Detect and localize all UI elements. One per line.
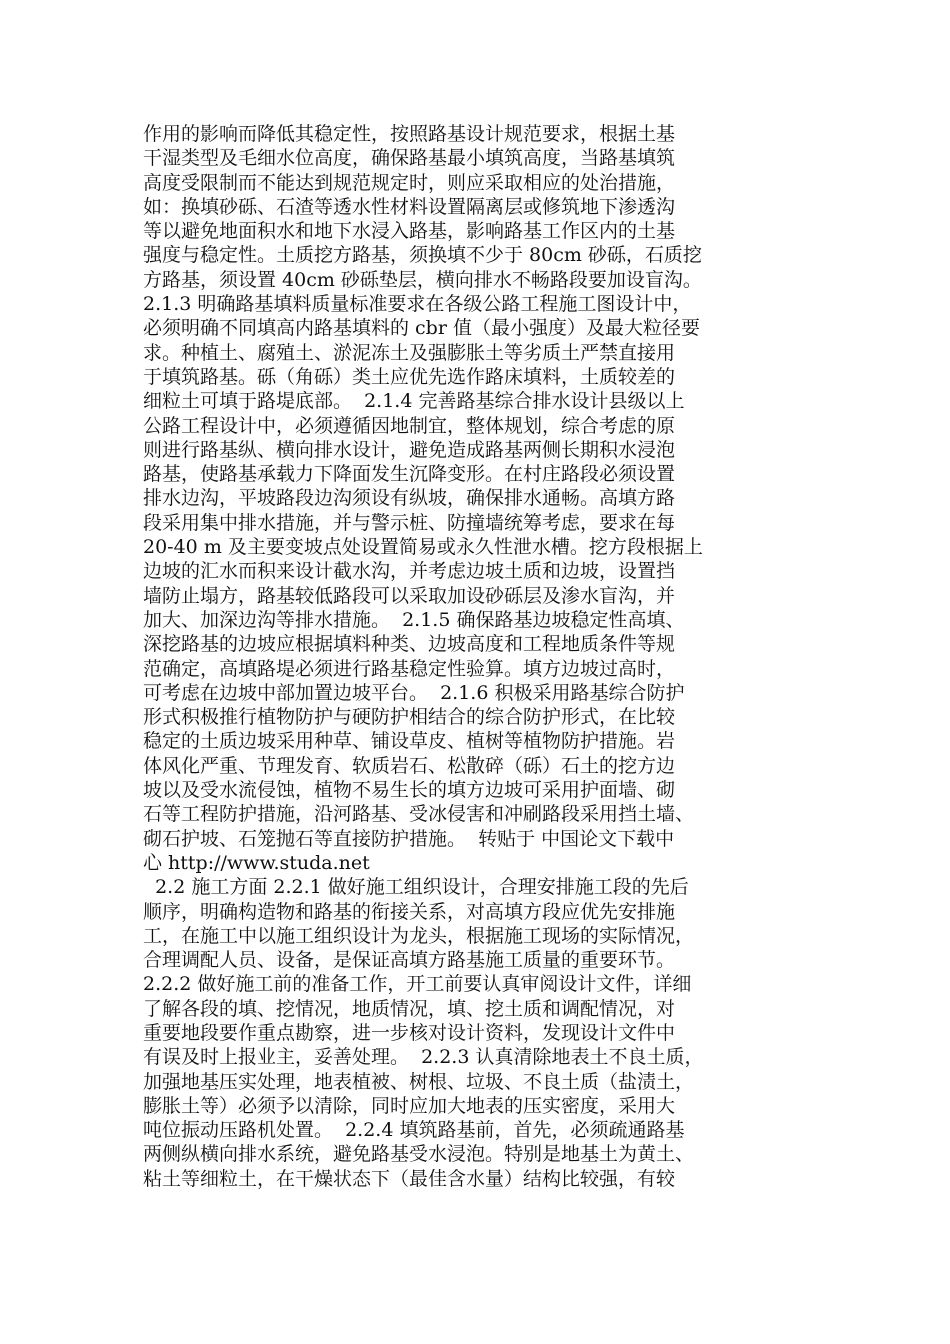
text-line: 干湿类型及毛细水位高度，确保路基最小填筑高度，当路基填筑	[143, 147, 676, 170]
text-line: 吨位振动压路机处置。 2.2.4 填筑路基前，首先，必须疏通路基	[143, 1119, 685, 1142]
text-line: 重要地段要作重点勘察，进一步核对设计资料，发现设计文件中	[143, 1021, 676, 1044]
text-line: 合理调配人员、设备，是保证高填方路基施工质量的重要环节。	[143, 949, 676, 972]
text-line: 细粒土可填于路堤底部。 2.1.4 完善路基综合排水设计县级以上	[143, 390, 685, 413]
text-line: 高度受限制而不能达到规范规定时，则应采取相应的处治措施，	[143, 171, 676, 194]
text-line: 方路基，须设置 40cm 砂砾垫层，横向排水不畅路段要加设盲沟。	[143, 268, 702, 291]
text-line: 工，在施工中以施工组织设计为龙头，根据施工现场的实际情况，	[143, 924, 695, 947]
text-line: 坡以及受水流侵蚀，植物不易生长的填方边坡可采用护面墙、砌	[143, 779, 676, 802]
text-line: 顺序，明确构造物和路基的衔接关系，对高填方段应优先安排施	[143, 900, 676, 923]
text-line: 形式积极推行植物防护与硬防护相结合的综合防护形式，在比较	[143, 706, 676, 729]
text-line: 两侧纵横向排水系统，避免路基受水浸泡。特别是地基土为黄土、	[143, 1143, 695, 1166]
text-line: 必须明确不同填高内路基填料的 cbr 值（最小强度）及最大粒径要	[143, 317, 700, 340]
text-line: 公路工程设计中，必须遵循因地制宜，整体规划，综合考虑的原	[143, 414, 676, 437]
text-line: 等以避免地面积水和地下水浸入路基，影响路基工作区内的土基	[143, 220, 676, 243]
text-line: 膨胀土等）必须予以清除，同时应加大地表的压实密度，采用大	[143, 1094, 676, 1117]
body-text	[143, 122, 823, 1191]
text-line: 深挖路基的边坡应根据填料种类、边坡高度和工程地质条件等规	[143, 633, 676, 656]
text-line: 有误及时上报业主，妥善处理。 2.2.3 认真清除地表土不良土质，	[143, 1046, 704, 1069]
text-line: 石等工程防护措施，沿河路基、受冰侵害和冲刷路段采用挡土墙、	[143, 803, 695, 826]
text-line: 2.1.3 明确路基填料质量标准要求在各级公路工程施工图设计中，	[143, 293, 692, 316]
text-line: 稳定的土质边坡采用种草、铺设草皮、植树等植物防护措施。岩	[143, 730, 676, 753]
text-line: 砌石护坡、石笼抛石等直接防护措施。 转贴于 中国论文下载中	[143, 827, 675, 850]
text-line: 墙防止塌方，路基较低路段可以采取加设砂砾层及渗水盲沟，并	[143, 584, 676, 607]
text-line: 强度与稳定性。土质挖方路基，须换填不少于 80cm 砂砾，石质挖	[143, 244, 702, 267]
text-line: 体风化严重、节理发育、软质岩石、松散碎（砾）石土的挖方边	[143, 754, 676, 777]
text-line: 加大、加深边沟等排水措施。 2.1.5 确保路基边坡稳定性高填、	[143, 608, 685, 631]
text-line: 排水边沟，平坡路段边沟须设有纵坡，确保排水通畅。高填方路	[143, 487, 676, 510]
text-line: 2.2 施工方面 2.2.1 做好施工组织设计，合理安排施工段的先后	[143, 876, 689, 899]
text-line: 粘土等细粒土，在干燥状态下（最佳含水量）结构比较强，有较	[143, 1167, 676, 1190]
text-line: 求。种植土、腐殖土、淤泥冻土及强膨胀土等劣质土严禁直接用	[143, 341, 676, 364]
text-line: 作用的影响而降低其稳定性，按照路基设计规范要求，根据土基	[143, 123, 676, 145]
text-line: 如：换填砂砾、石渣等透水性材料设置隔离层或修筑地下渗透沟	[143, 195, 676, 218]
text-line: 2.2.2 做好施工前的准备工作，开工前要认真审阅设计文件，详细	[143, 973, 692, 996]
text-line: 则进行路基纵、横向排水设计，避免造成路基两侧长期积水浸泡	[143, 438, 676, 461]
text-line: 边坡的汇水而积来设计截水沟，并考虑边坡土质和边坡，设置挡	[143, 560, 676, 583]
text-line: 路基，使路基承载力下降面发生沉降变形。在村庄路段必须设置	[143, 463, 676, 486]
text-line: 段采用集中排水措施，并与警示桩、防撞墙统筹考虑，要求在每	[143, 511, 676, 534]
text-line: 于填筑路基。砾（角砾）类土应优先选作路床填料，土质较差的	[143, 365, 676, 388]
text-line: 20-40 m 及主要变坡点处设置简易或永久性泄水槽。挖方段根据上	[143, 536, 703, 559]
text-line: 范确定，高填路堤必须进行路基稳定性验算。填方边坡过高时，	[143, 657, 676, 680]
text-line: 了解各段的填、挖情况，地质情况，填、挖土质和调配情况，对	[143, 997, 676, 1020]
text-line: 加强地基压实处理，地表植被、树根、垃圾、不良土质（盐渍土，	[143, 1070, 695, 1093]
text-line: 心 http://www.studa.net	[143, 851, 370, 874]
text-line: 可考虑在边坡中部加置边坡平台。 2.1.6 积极采用路基综合防护	[143, 681, 685, 704]
